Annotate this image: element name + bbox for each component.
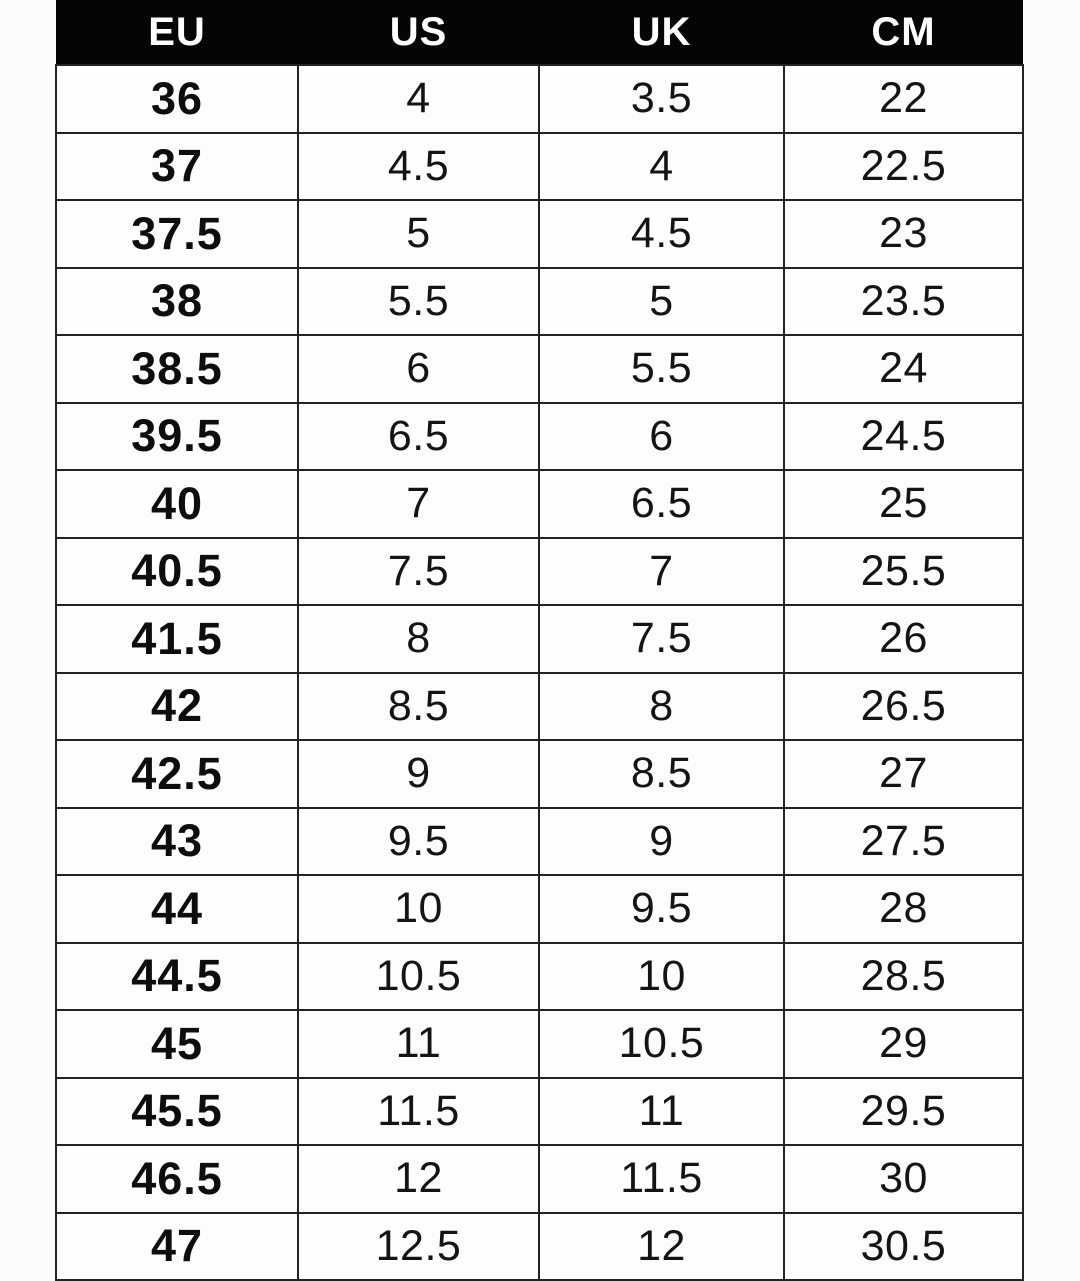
- eu-size-cell: 44: [56, 875, 298, 943]
- column-header-cm: CM: [784, 0, 1023, 65]
- cm-size-cell: 28.5: [784, 943, 1023, 1011]
- cm-size-cell: 23.5: [784, 268, 1023, 336]
- eu-size-cell: 37: [56, 133, 298, 201]
- table-row: [56, 403, 1023, 471]
- cm-size-cell: 28: [784, 875, 1023, 943]
- uk-size-cell: 10: [539, 943, 784, 1011]
- us-size-cell: 6.5: [298, 403, 539, 471]
- eu-size-cell: 41.5: [56, 605, 298, 673]
- cm-size-cell: 30.5: [784, 1213, 1023, 1281]
- table-row: [56, 1078, 1023, 1146]
- table-row: [56, 673, 1023, 741]
- eu-size-cell: 42.5: [56, 740, 298, 808]
- uk-size-cell: 9.5: [539, 875, 784, 943]
- eu-size-cell: 42: [56, 673, 298, 741]
- table-row: [56, 943, 1023, 1011]
- column-header-eu: EU: [56, 0, 298, 65]
- eu-size-cell: 37.5: [56, 200, 298, 268]
- us-size-cell: 9: [298, 740, 539, 808]
- eu-size-cell: 47: [56, 1213, 298, 1281]
- us-size-cell: 7: [298, 470, 539, 538]
- eu-size-cell: 39.5: [56, 403, 298, 471]
- uk-size-cell: 5: [539, 268, 784, 336]
- uk-size-cell: 10.5: [539, 1010, 784, 1078]
- uk-size-cell: 11: [539, 1078, 784, 1146]
- uk-size-cell: 6: [539, 403, 784, 471]
- cm-size-cell: 24.5: [784, 403, 1023, 471]
- cm-size-cell: 22: [784, 65, 1023, 133]
- us-size-cell: 7.5: [298, 538, 539, 606]
- cm-size-cell: 24: [784, 335, 1023, 403]
- cm-size-cell: 27: [784, 740, 1023, 808]
- table-row: [56, 1213, 1023, 1281]
- uk-size-cell: 6.5: [539, 470, 784, 538]
- us-size-cell: 5: [298, 200, 539, 268]
- cm-size-cell: 26.5: [784, 673, 1023, 741]
- us-size-cell: 6: [298, 335, 539, 403]
- us-size-cell: 4: [298, 65, 539, 133]
- cm-size-cell: 29: [784, 1010, 1023, 1078]
- table-row: [56, 200, 1023, 268]
- cm-size-cell: 29.5: [784, 1078, 1023, 1146]
- cm-size-cell: 25: [784, 470, 1023, 538]
- us-size-cell: 8: [298, 605, 539, 673]
- uk-size-cell: 5.5: [539, 335, 784, 403]
- table-row: [56, 470, 1023, 538]
- eu-size-cell: 38: [56, 268, 298, 336]
- us-size-cell: 12: [298, 1145, 539, 1213]
- cm-size-cell: 30: [784, 1145, 1023, 1213]
- uk-size-cell: 4: [539, 133, 784, 201]
- us-size-cell: 9.5: [298, 808, 539, 876]
- us-size-cell: 8.5: [298, 673, 539, 741]
- table-row: [56, 605, 1023, 673]
- table-row: [56, 808, 1023, 876]
- us-size-cell: 11.5: [298, 1078, 539, 1146]
- size-chart: [55, 0, 1022, 1281]
- uk-size-cell: 9: [539, 808, 784, 876]
- uk-size-cell: 4.5: [539, 200, 784, 268]
- table-row: [56, 268, 1023, 336]
- cm-size-cell: 23: [784, 200, 1023, 268]
- uk-size-cell: 7: [539, 538, 784, 606]
- us-size-cell: 12.5: [298, 1213, 539, 1281]
- us-size-cell: 10.5: [298, 943, 539, 1011]
- table-row: [56, 1010, 1023, 1078]
- eu-size-cell: 40.5: [56, 538, 298, 606]
- uk-size-cell: 12: [539, 1213, 784, 1281]
- table-row: [56, 740, 1023, 808]
- eu-size-cell: 45.5: [56, 1078, 298, 1146]
- cm-size-cell: 27.5: [784, 808, 1023, 876]
- uk-size-cell: 7.5: [539, 605, 784, 673]
- uk-size-cell: 11.5: [539, 1145, 784, 1213]
- table-row: [56, 1145, 1023, 1213]
- eu-size-cell: 44.5: [56, 943, 298, 1011]
- eu-size-cell: 40: [56, 470, 298, 538]
- us-size-cell: 10: [298, 875, 539, 943]
- uk-size-cell: 8: [539, 673, 784, 741]
- us-size-cell: 5.5: [298, 268, 539, 336]
- us-size-cell: 11: [298, 1010, 539, 1078]
- eu-size-cell: 45: [56, 1010, 298, 1078]
- cm-size-cell: 22.5: [784, 133, 1023, 201]
- column-header-uk: UK: [539, 0, 784, 65]
- eu-size-cell: 36: [56, 65, 298, 133]
- column-header-us: US: [298, 0, 539, 65]
- cm-size-cell: 26: [784, 605, 1023, 673]
- table-row: [56, 538, 1023, 606]
- eu-size-cell: 38.5: [56, 335, 298, 403]
- table-row: [56, 133, 1023, 201]
- cm-size-cell: 25.5: [784, 538, 1023, 606]
- eu-size-cell: 43: [56, 808, 298, 876]
- uk-size-cell: 3.5: [539, 65, 784, 133]
- uk-size-cell: 8.5: [539, 740, 784, 808]
- eu-size-cell: 46.5: [56, 1145, 298, 1213]
- table-row: [56, 335, 1023, 403]
- size-conversion-table: [55, 0, 1024, 1281]
- header-row: [56, 0, 1023, 65]
- table-row: [56, 875, 1023, 943]
- us-size-cell: 4.5: [298, 133, 539, 201]
- table-row: [56, 65, 1023, 133]
